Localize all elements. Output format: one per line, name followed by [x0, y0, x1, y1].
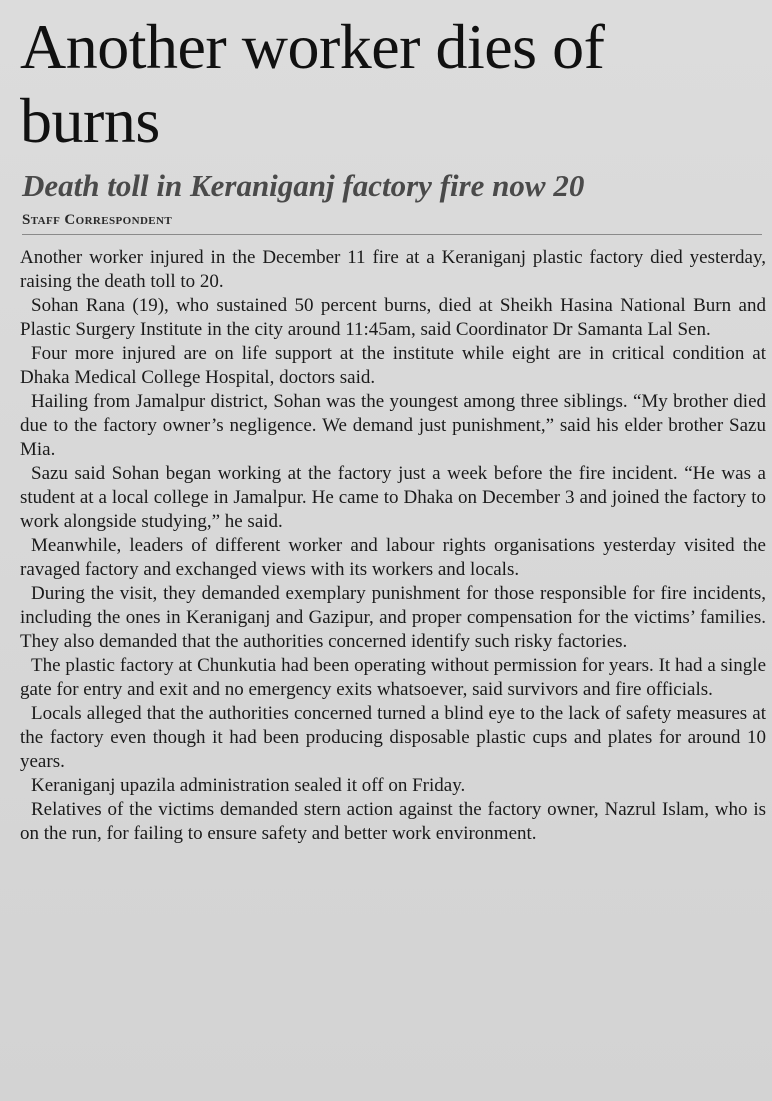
- byline: Staff Correspondent: [22, 212, 173, 228]
- paragraph: Sohan Rana (19), who sustained 50 percent burns, died at Sheikh Hasina National Burn and Plastic Surgery Institute in the city around 11:45am, said Coordinator Dr Samanta Lal Sen.: [20, 295, 766, 340]
- article-body: [20, 246, 766, 846]
- paragraph: Hailing from Jamalpur district, Sohan was the youngest among three siblings. “My brother died due to the factory owner’s negligence. We demand just punishment,” said his elder brother Sazu Mia.: [20, 391, 766, 460]
- byline-divider: [22, 234, 762, 235]
- headline: Another worker dies of burns: [20, 11, 605, 156]
- paragraph: Sazu said Sohan began working at the factory just a week before the fire incident. “He was a student at a local college in Jamalpur. He came to Dhaka on December 3 and joined the factory to work alongside studying,” he said.: [20, 463, 766, 532]
- paragraph: Another worker injured in the December 11 fire at a Keraniganj plastic factory died yesterday, raising the death toll to 20.: [20, 247, 766, 292]
- paragraph: Locals alleged that the authorities concerned turned a blind eye to the lack of safety measures at the factory even though it had been producing disposable plastic cups and plates for around 10 years.: [20, 703, 766, 772]
- paragraph: Relatives of the victims demanded stern action against the factory owner, Nazrul Islam, who is on the run, for failing to ensure safety and better work environment.: [20, 799, 766, 844]
- paragraph: During the visit, they demanded exemplary punishment for those responsible for fire incidents, including the ones in Keraniganj and Gazipur, and proper compensation for the victims’ families. They also demanded that the authorities concerned identify such risky factories.: [20, 583, 766, 652]
- paragraph: Four more injured are on life support at the institute while eight are in critical condition at Dhaka Medical College Hospital, doctors said.: [20, 343, 766, 388]
- subheadline: Death toll in Keraniganj factory fire now 20: [22, 168, 585, 203]
- paragraph: Meanwhile, leaders of different worker and labour rights organisations yesterday visited the ravaged factory and exchanged views with its workers and locals.: [20, 535, 766, 580]
- paragraph: Keraniganj upazila administration sealed it off on Friday.: [31, 775, 466, 796]
- paragraph: The plastic factory at Chunkutia had been operating without permission for years. It had a single gate for entry and exit and no emergency exits whatsoever, said survivors and fire officials.: [20, 655, 766, 700]
